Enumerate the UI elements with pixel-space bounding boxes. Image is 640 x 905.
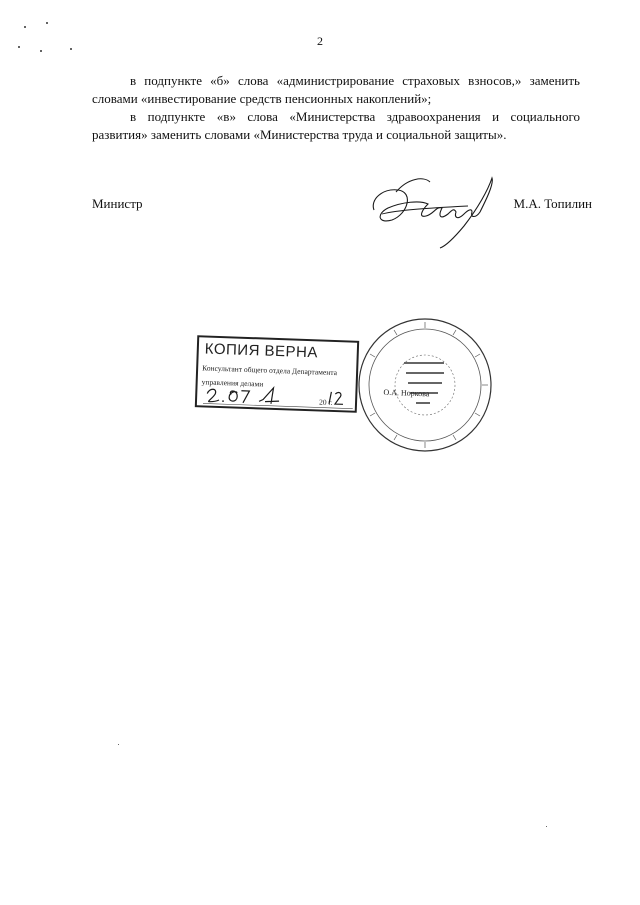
round-seal (356, 316, 494, 454)
scan-mark (24, 26, 26, 28)
copy-stamp-title: КОПИЯ ВЕРНА (204, 340, 319, 362)
copy-stamp-year: 20 г. (318, 397, 333, 407)
scan-mark (40, 50, 42, 52)
signatory-title: Министр (92, 196, 143, 211)
page-number: 2 (317, 34, 323, 48)
scan-mark (46, 22, 48, 24)
scan-mark (546, 826, 547, 827)
handwritten-signature (368, 170, 503, 250)
copy-certified-stamp (195, 335, 430, 413)
handwritten-date (203, 381, 354, 410)
scan-mark (118, 744, 119, 745)
paragraph-subpoint-b: в подпункте «б» слова «администрирование страховых взносов,» заменить словами «инвестирование средств пенсионных накоплений»; (92, 73, 580, 106)
copy-stamp-position: Консультант общего отдела Департамента (202, 363, 338, 378)
paragraph-subpoint-v: в подпункте «в» слова «Министерства здравоохранения и социального развития» заменить словами «Министерства труда и социальной защиты». (92, 109, 580, 142)
copy-stamp-surname: О.А. Норкова (383, 387, 430, 399)
copy-stamp-department: управления делами (201, 377, 264, 389)
signatory-name: М.А. Топилин (513, 196, 592, 211)
